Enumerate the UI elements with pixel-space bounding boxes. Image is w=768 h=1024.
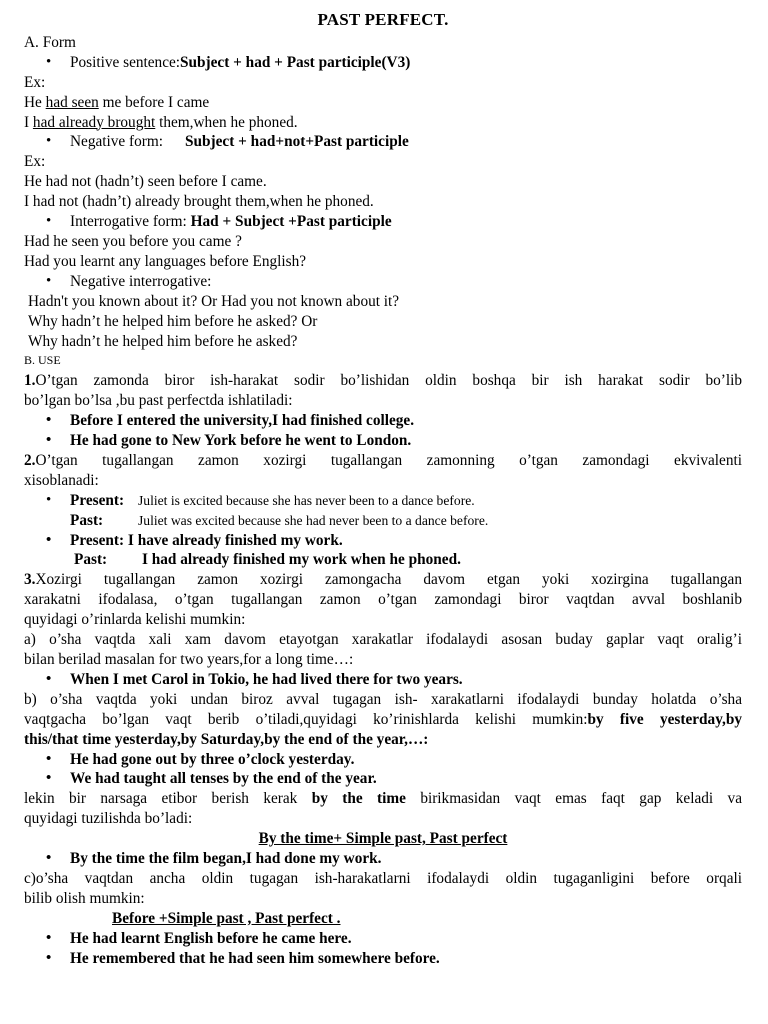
use-3c-line-2: bilib olish mumkin: — [24, 889, 145, 907]
text-run: Juliet was excited because she had never been to a dance before. — [138, 512, 489, 528]
negative-interrogative-item: • Negative interrogative: — [24, 272, 742, 292]
text-run: He — [24, 93, 46, 111]
interrogative-form-item — [24, 212, 742, 232]
text-run: Xozirgi tugallangan zamon xozirgi zamongacha davom etgan yoki xozirgina tugallangan — [35, 571, 742, 589]
use-3a-line-2: bilan berilad masalan for two years,for a long time…: — [24, 651, 354, 668]
use-3c-line-1: c)o’sha vaqtdan ancha oldin tugagan ish-harakatlarni ifodalaydi oldin tugaganligini before orqali — [24, 869, 742, 887]
underlined-phrase: had already brought — [32, 113, 156, 131]
use-2-present-2 — [24, 531, 742, 551]
use-3b-line-1: b) o’sha vaqtda yoki undan biroz avval tugagan ish- xarakatlarni ifodalaydi bunday holatda o’sha — [24, 690, 742, 708]
underlined-phrase: had seen — [45, 93, 99, 111]
text-run: lekin bir narsaga etibor berish kerak — [24, 790, 312, 808]
use-1-line-1 — [24, 371, 742, 391]
rule-before-example-1: • He had learnt English before he came here. — [24, 929, 742, 949]
use-number: 2. — [24, 451, 36, 469]
negative-interrogative-example-2: Why hadn’t he helped him before he asked? Or — [28, 312, 318, 330]
use-2-past-2 — [24, 550, 742, 570]
past-label: Past: — [70, 511, 104, 529]
rule-by-the-time-example: • By the time the film began,I had done my work. — [24, 849, 742, 869]
text-run: O’tgan tugallangan zamon xozirgi tugallangan zamonning o’tgan zamondagi ekvivalenti — [35, 451, 742, 469]
text-run: birikmasidan vaqt emas faqt gap keladi va — [405, 790, 742, 808]
rule-before: Before +Simple past , Past perfect . — [112, 909, 341, 927]
positive-form-formula: Subject + had + Past participle(V3) — [180, 53, 411, 71]
use-2-line-2: xisoblanadi: — [24, 471, 99, 489]
example-label: Ex: — [24, 73, 46, 91]
use-3a-example-1: • When I met Carol in Tokio, he had lived there for two years. — [24, 670, 742, 690]
negative-form-label: Negative form: — [70, 133, 164, 151]
rule-before-example-2: • He remembered that he had seen him somewhere before. — [24, 949, 742, 969]
negative-example-1: He had not (hadn’t) seen before I came. — [24, 173, 267, 191]
positive-form-label: Positive sentence: — [70, 53, 181, 71]
use-2-past-1 — [24, 511, 742, 531]
use-1-line-2: bo’lgan bo’lsa ,bu past perfectda ishlatiladi: — [24, 392, 293, 410]
positive-form-item — [24, 53, 742, 73]
interrogative-example-1: Had he seen you before you came ? — [24, 232, 242, 250]
use-number: 1. — [24, 372, 36, 390]
positive-example-1 — [24, 93, 742, 113]
text-run: I have already finished my work. — [127, 531, 343, 549]
negative-form-item — [24, 132, 742, 152]
section-a-heading: A. Form — [24, 33, 76, 51]
interrogative-example-2: Had you learnt any languages before English? — [24, 252, 307, 270]
rule-by-the-time: By the time+ Simple past, Past perfect — [258, 830, 508, 848]
positive-example-2 — [24, 113, 742, 133]
use-1-example-2: • He had gone to New York before he went to London. — [24, 431, 742, 451]
example-label: Ex: — [24, 153, 46, 171]
text-run: vaqtgacha bo’lgan vaqt berib o’tiladi,quyidagi ko’rinishlarda kelishi mumkin: — [24, 710, 588, 728]
note-line-1 — [24, 789, 742, 809]
bold-phrase: by the time — [311, 790, 406, 808]
use-2-present-1 — [24, 491, 742, 511]
negative-interrogative-example-1: Hadn't you known about it? Or Had you not known about it? — [28, 292, 400, 310]
bold-phrase: by five yesterday,by — [587, 710, 742, 728]
interrogative-form-formula: Had + Subject +Past participle — [190, 213, 392, 231]
negative-form-formula: Subject + had+not+Past participle — [185, 133, 409, 151]
text-run: I — [24, 113, 33, 131]
use-1-example-1: • Before I entered the university,I had finished college. — [24, 411, 742, 431]
present-label: Present: — [70, 531, 125, 549]
use-3-line-3: quyidagi o’rinlarda kelishi mumkin: — [24, 611, 246, 629]
note-line-2: quyidagi tuzilishda bo’ladi: — [24, 810, 193, 828]
use-2-line-1 — [24, 451, 742, 471]
use-number: 3. — [24, 571, 36, 589]
use-3b-line-3: this/that time yesterday,by Saturday,by the end of the year,…: — [24, 730, 429, 748]
text-run: I had already finished my work when he phoned. — [142, 551, 461, 569]
interrogative-form-label: Interrogative form: — [70, 213, 191, 231]
text-run: me before I came — [98, 93, 210, 111]
present-label: Present: — [70, 491, 125, 509]
page-title: PAST PERFECT. — [317, 10, 449, 29]
use-3b-example-1: • He had gone out by three o’clock yesterday. — [24, 750, 742, 770]
use-3-line-1 — [24, 570, 742, 590]
use-3a-line-1: a) o’sha vaqtda xali xam davom etayotgan xarakatlar ifodalaydi asosan buday gaplar vaqt oralig’i — [24, 631, 742, 649]
text-run: Juliet is excited because she has never been to a dance before. — [138, 492, 475, 508]
text-run: O’tgan zamonda biror ish-harakat sodir bo’lishidan oldin boshqa bir ish harakat sodir bo’lib — [35, 372, 742, 390]
negative-example-2: I had not (hadn’t) already brought them,when he phoned. — [24, 193, 374, 211]
use-3b-line-2 — [24, 710, 742, 730]
text-run: them,when he phoned. — [155, 113, 298, 131]
past-label: Past: — [74, 551, 108, 569]
negative-interrogative-example-3: Why hadn’t he helped him before he asked? — [28, 332, 298, 350]
section-b-heading: B. USE — [24, 353, 61, 368]
use-3-line-2: xarakatni ifodalasa, o’tgan tugallangan zamon o’tgan zamondagi biror vaqtdan avval boshlanib — [24, 591, 742, 609]
use-3b-example-2: • We had taught all tenses by the end of the year. — [24, 769, 742, 789]
